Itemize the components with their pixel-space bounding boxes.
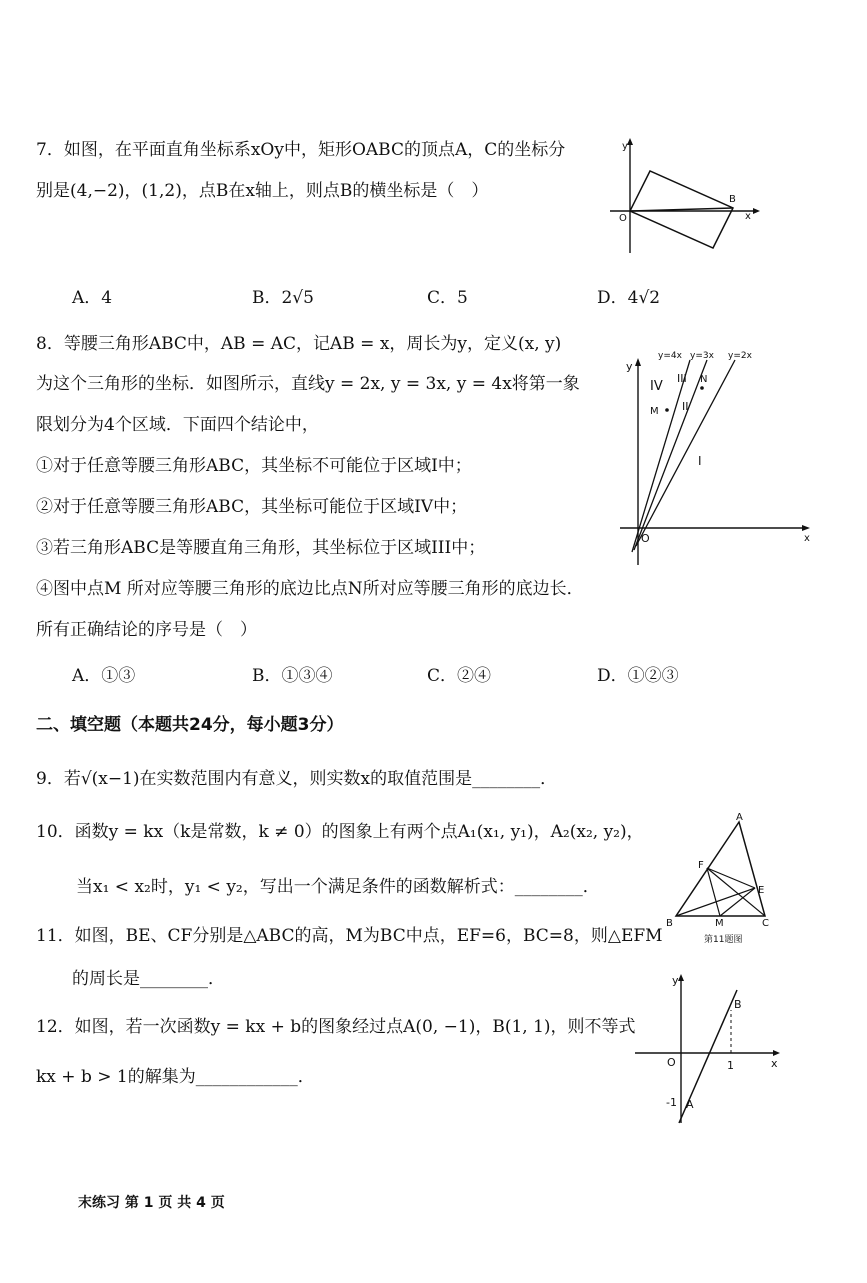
q8-fig-point-m [665, 408, 669, 412]
q7-line2: 别是(4,−2)，(1,2)，点B在x轴上，则点B的横坐标是（ ） [36, 181, 489, 201]
q8-conclusion-4: ④图中点M 所对应等腰三角形的底边比点N所对应等腰三角形的底边长． [36, 579, 584, 599]
q11-fig-label-e: E [758, 885, 765, 896]
q7-fig-label-o: O [619, 213, 627, 224]
q7-fig-label-b: B [729, 194, 736, 205]
q8-fig-label-m: M [650, 406, 659, 417]
q7-option-d: D．4√2 [597, 288, 661, 308]
q11-fig-label-a: A [736, 812, 743, 823]
q8-fig-label-region-i: I [698, 454, 702, 468]
q7-line1: 7．如图，在平面直角坐标系xOy中，矩形OABC的顶点A，C的坐标分 [36, 140, 566, 160]
q8-fig-label-region-iv: IV [650, 379, 663, 394]
q10-line1: 10．函数y = kx（k是常数，k ≠ 0）的图象上有两个点A₁(x₁, y₁)，A₂(x₂, y₂)， [36, 822, 644, 842]
q7-figure [605, 135, 765, 265]
page-footer: 末练习 第 1 页 共 4 页 [78, 1195, 225, 1211]
q8-option-c: C．②④ [427, 666, 492, 686]
q11-fig-label-b: B [666, 918, 673, 929]
q12-figure [630, 968, 790, 1128]
q11-fig-label-c: C [762, 918, 769, 929]
q12-line2: kx + b > 1的解集为____________． [36, 1067, 315, 1087]
q7-option-a: A．4 [72, 288, 113, 308]
q12-fig-label-1: 1 [727, 1059, 734, 1072]
q7-fig-label-x: x [745, 211, 751, 222]
q8-option-a: A．①③ [72, 666, 136, 686]
q8-line1: 8．等腰三角形ABC中，AB = AC，记AB = x，周长为y，定义(x, y) [36, 334, 562, 354]
q8-line3: 限划分为4个区域．下面四个结论中， [36, 415, 319, 435]
q8-ask: 所有正确结论的序号是（ ） [36, 620, 257, 640]
section-2-title: 二、填空题（本题共24分，每小题3分） [36, 715, 344, 735]
q12-fig-label-y: y [672, 974, 679, 987]
q8-conclusion-3: ③若三角形ABC是等腰直角三角形，其坐标位于区域III中； [36, 538, 486, 558]
q8-fig-label-o: O [641, 532, 650, 545]
q12-fig-label-neg1: -1 [666, 1096, 677, 1109]
q12-fig-label-b: B [734, 998, 742, 1011]
q7-option-b: B．2√5 [252, 288, 314, 308]
q8-fig-label-3x: y=3x [690, 351, 714, 361]
q8-line2: 为这个三角形的坐标．如图所示，直线y = 2x, y = 3x, y = 4x将第一象 [36, 374, 580, 394]
q8-fig-label-region-iii: III [677, 372, 687, 385]
q8-conclusion-2: ②对于任意等腰三角形ABC，其坐标可能位于区域IV中； [36, 497, 468, 517]
q8-fig-label-4x: y=4x [658, 351, 682, 361]
q8-fig-label-region-ii: II [682, 400, 689, 413]
q9-text: 9．若√(x−1)在实数范围内有意义，则实数x的取值范围是________． [36, 769, 558, 789]
q11-line1: 11．如图，BE、CF分别是△ABC的高，M为BC中点，EF=6，BC=8，则△EFM [36, 926, 663, 946]
q8-option-d: D．①②③ [597, 666, 679, 686]
q7-option-c: C．5 [427, 288, 468, 308]
q8-fig-label-x: x [804, 533, 810, 544]
q8-fig-label-y: y [626, 360, 633, 373]
q12-fig-label-o: O [667, 1056, 676, 1069]
q12-fig-label-x: x [771, 1057, 778, 1070]
q10-line2: 当x₁ < x₂时，y₁ < y₂，写出一个满足条件的函数解析式：________． [76, 877, 600, 897]
q8-fig-point-n [700, 386, 704, 390]
q12-fig-label-a: A [686, 1098, 694, 1111]
q7-fig-label-y: y [622, 141, 628, 152]
q11-figure [660, 810, 790, 950]
q11-fig-caption: 第11题图 [704, 935, 743, 945]
q11-fig-label-m: M [715, 918, 724, 929]
q11-fig-label-f: F [698, 860, 704, 871]
q8-conclusion-1: ①对于任意等腰三角形ABC，其坐标不可能位于区域I中； [36, 456, 472, 476]
q11-line2: 的周长是________． [72, 969, 225, 989]
q8-fig-label-2x: y=2x [728, 351, 752, 361]
q8-option-b: B．①③④ [252, 666, 333, 686]
q8-fig-label-n: N [700, 374, 708, 385]
q12-line1: 12．如图，若一次函数y = kx + b的图象经过点A(0, −1)，B(1, 1)，则不等式 [36, 1017, 636, 1037]
q8-figure [610, 340, 820, 570]
